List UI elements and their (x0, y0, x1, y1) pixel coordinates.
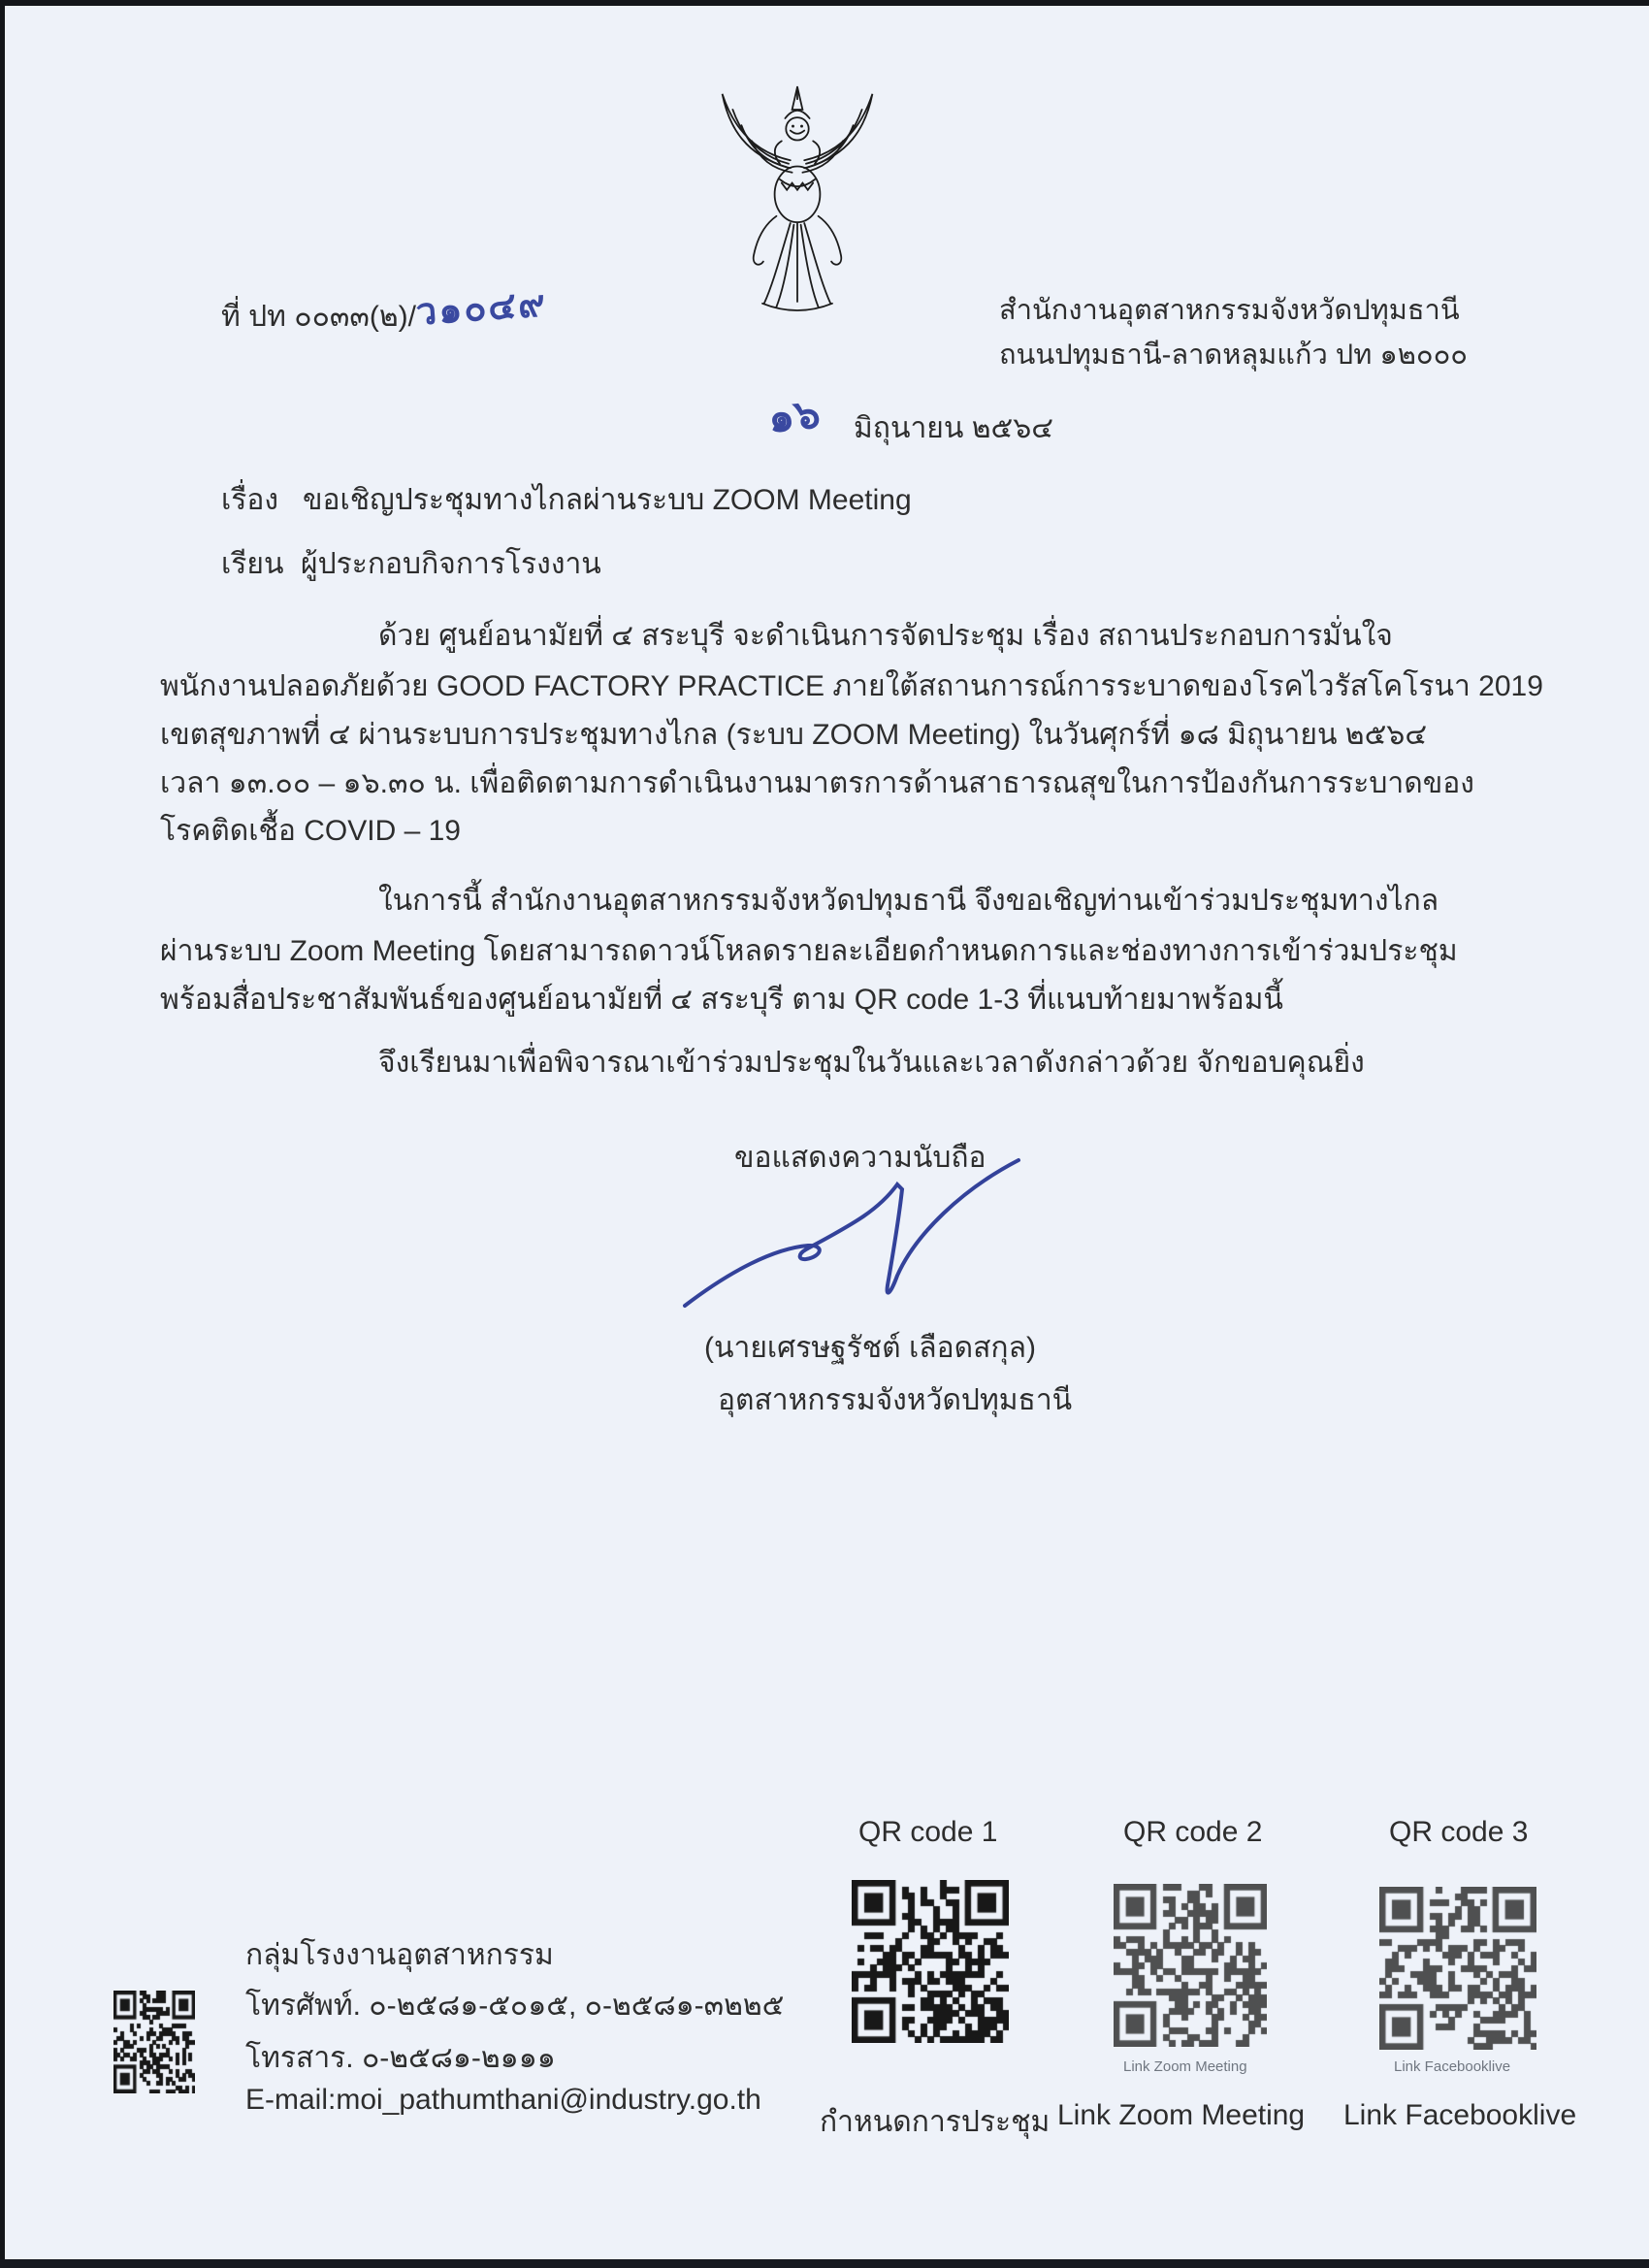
contact-email: E-mail:moi_pathumthani@industry.go.th (245, 2084, 761, 2116)
qr2-label: QR code 2 (1123, 1816, 1263, 1848)
sign-off-phrase: ขอแสดงความนับถือ (734, 1142, 986, 1174)
qr1-label: QR code 1 (858, 1816, 998, 1848)
garuda-emblem-icon (710, 83, 885, 328)
qr3-label: QR code 3 (1389, 1816, 1529, 1848)
qr3-caption: Link Facebooklive (1343, 2099, 1577, 2131)
date-day-handwritten: ๑๖ (765, 390, 823, 441)
paragraph1-line: เวลา ๑๓.๐๐ – ๑๖.๓๐ น. เพื่อติดตามการดำเนินงานมาตรการด้านสาธารณสุขในการป้องกันการระบาดของ (160, 767, 1474, 799)
document-number-handwritten: ว๑๐๔๙ (414, 283, 549, 334)
paragraph1-line: พนักงานปลอดภัยด้วย GOOD FACTORY PRACTICE ภายใต้สถานการณ์การระบาดของโรคไวรัสโคโรนา 2019 (160, 670, 1543, 702)
qr2-caption: Link Zoom Meeting (1057, 2099, 1306, 2131)
qr3-embedded-caption: Link Facebooklive (1394, 2058, 1511, 2075)
qr1-caption: กำหนดการประชุม (820, 2106, 1051, 2138)
signer-title: อุตสาหกรรมจังหวัดปทุมธานี (718, 1384, 1073, 1416)
contact-fax: โทรสาร. ๐-๒๕๘๑-๒๑๑๑ (245, 2042, 556, 2074)
scan-edge-left (0, 0, 5, 2268)
paragraph2-line: ในการนี้ สำนักงานอุตสาหกรรมจังหวัดปทุมธานี จึงขอเชิญท่านเข้าร่วมประชุมทางไกล (378, 885, 1439, 917)
office-name: สำนักงานอุตสาหกรรมจังหวัดปทุมธานี (999, 295, 1460, 326)
qr2-embedded-caption: Link Zoom Meeting (1123, 2058, 1247, 2075)
scan-edge-bottom (0, 2259, 1649, 2268)
addressee-text: ผู้ประกอบกิจการโรงงาน (301, 548, 601, 580)
scan-edge-top (0, 0, 1649, 6)
signature-ink (677, 1152, 1046, 1317)
office-address: ถนนปทุมธานี-ลาดหลุมแก้ว ปท ๑๒๐๐๐ (999, 340, 1469, 371)
paragraph1-line: ด้วย ศูนย์อนามัยที่ ๔ สระบุรี จะดำเนินการจัดประชุม เรื่อง สถานประกอบการมั่นใจ (378, 620, 1393, 652)
document-number-printed: ที่ ปท ๐๐๓๓(๒)/ (221, 301, 416, 333)
contact-phone: โทรศัพท์. ๐-๒๕๘๑-๕๐๑๕, ๐-๒๕๘๑-๓๒๒๕ (245, 1990, 785, 2022)
date-month-year: มิถุนายน ๒๕๖๔ (854, 412, 1053, 444)
addressee-label: เรียน (221, 548, 284, 580)
paragraph1-line: เขตสุขภาพที่ ๔ ผ่านระบบการประชุมทางไกล (ระบบ ZOOM Meeting) ในวันศุกร์ที่ ๑๘ มิถุนายน ๒๕๖๔ (160, 719, 1428, 751)
qr-code-1-agenda (852, 1880, 1009, 2043)
paragraph1-line: โรคติดเชื้อ COVID – 19 (160, 815, 461, 847)
closing-line: จึงเรียนมาเพื่อพิจารณาเข้าร่วมประชุมในวันและเวลาดังกล่าวด้วย จักขอบคุณยิ่ง (378, 1047, 1365, 1079)
contact-group-name: กลุ่มโรงงานอุตสาหกรรม (245, 1939, 554, 1971)
qr-code-3-facebooklive-link (1379, 1887, 1536, 2050)
subject-label: เรื่อง (221, 484, 279, 516)
signer-name: (นายเศรษฐรัชต์ เลือดสกุล) (704, 1332, 1036, 1364)
document-number (221, 283, 547, 342)
paragraph2-line: พร้อมสื่อประชาสัมพันธ์ของศูนย์อนามัยที่ ๔ สระบุรี ตาม QR code 1-3 ที่แนบท้ายมาพร้อมนี้ (160, 984, 1283, 1016)
subject-text: ขอเชิญประชุมทางไกลผ่านระบบ ZOOM Meeting (303, 484, 912, 516)
qr-code-2-zoom-link (1114, 1884, 1267, 2047)
contact-qr-code (113, 1991, 195, 2093)
paragraph2-line: ผ่านระบบ Zoom Meeting โดยสามารถดาวน์โหลดรายละเอียดกำหนดการและช่องทางการเข้าร่วมประชุม (160, 935, 1458, 967)
